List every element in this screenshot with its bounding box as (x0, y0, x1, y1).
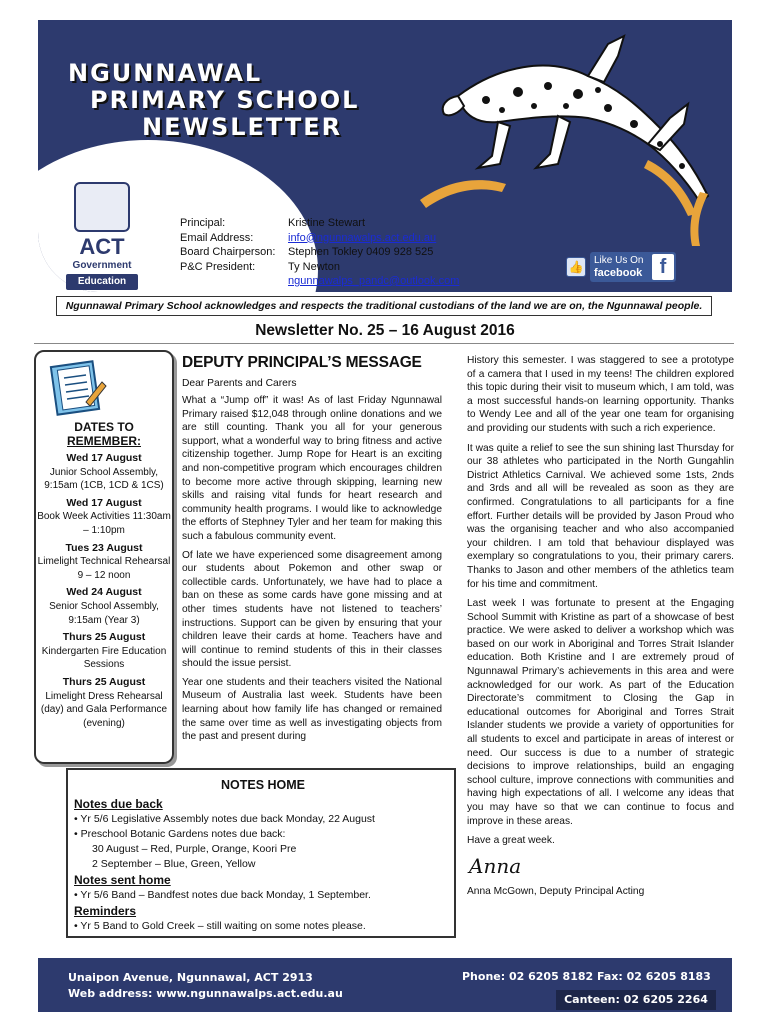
deputy-message-column (182, 354, 442, 749)
list-item: • Yr 5 Band to Gold Creek – still waiting on some notes please. (74, 920, 366, 932)
dates-title (36, 420, 172, 448)
event-date: Thurs 25 August (62, 675, 146, 688)
contact-label: P&C President: (180, 260, 256, 273)
right-column (467, 354, 734, 897)
contact-value: Ty Newton (288, 260, 340, 273)
logo-government-text: Government (72, 260, 132, 271)
salutation: Dear Parents and Carers (182, 378, 297, 389)
signature: Anna (469, 853, 522, 878)
list-item (36, 586, 172, 627)
facebook-box (590, 252, 676, 282)
notebook-icon (40, 358, 110, 416)
notes-heading: NOTES HOME (220, 778, 306, 792)
event-desc: Kindergarten Fire Education Sessions (41, 645, 167, 671)
logo-education-text: Education (66, 274, 138, 290)
event-desc: Book Week Activities 11:30am – 1:10pm (37, 511, 171, 536)
dates-title-line-1: DATES TO (74, 420, 134, 434)
boomerang-3 (678, 190, 718, 250)
reminders-title: Reminders (74, 904, 137, 918)
list-item: • Preschool Botanic Gardens notes due back: (74, 828, 286, 840)
event-desc: Junior School Assembly, 9:15am (1CB, 1CD & 1CS) (44, 466, 164, 492)
logo-act-text: ACT (79, 234, 125, 259)
footer-web: Web address: www.ngunnawalps.act.edu.au (68, 987, 343, 1000)
contact-row (180, 216, 459, 231)
contact-label: Principal: (180, 217, 226, 229)
boomerang-1 (418, 170, 508, 210)
event-date: Wed 17 August (66, 452, 142, 464)
facebook-like-text: Like Us On (594, 255, 644, 266)
act-government-logo (60, 182, 144, 310)
acknowledgement-of-country: Ngunnawal Primary School acknowledges and respects the traditional custodians of the land we are on, the Ngunnawal people. (56, 296, 712, 316)
notes-sent-home-title: Notes sent home (74, 873, 171, 887)
paragraph: Have a great week. (467, 835, 555, 847)
notes-due-back-title: Notes due back (74, 797, 163, 811)
title-line-1: NGUNNAWAL (68, 59, 263, 87)
contact-value: Kristine Stewart (288, 217, 366, 229)
contact-details (180, 216, 459, 289)
contact-row (180, 245, 459, 260)
coat-of-arms-icon (74, 182, 130, 232)
footer-address: Unaipon Avenue, Ngunnawal, ACT 2913 (68, 971, 313, 984)
signoff: Anna McGown, Deputy Principal Acting (467, 885, 645, 897)
list-item: 2 September – Blue, Green, Yellow (92, 858, 256, 870)
paragraph: Of late we have experienced some disagreement among our students about Pokemon and other swap or collectible cards. Unfortunately, we have had to place a ban on these as some cards have gone missing and at other times students have not listened to teachers’ instructions. Support can be given by ensuring that your children leave their cards at home. Teachers have and will continue to remind students of this in their classes should the issue persist. (182, 549, 442, 670)
event-date: Wed 24 August (66, 586, 142, 599)
paragraph: History this semester. I was staggered to see a prototype of a camera that I used in my teens! The children explored this topic during their visit to museum which, I am told, was a most successful hands-on learning opportunity. Thanks to Wendy Lee and all of the year one team for organising and providing our students with such a rich experience. (467, 355, 734, 434)
title-line-3: NEWSLETTER (142, 113, 343, 141)
events-list (36, 452, 172, 734)
paragraph: It was quite a relief to see the sun shining last Thursday for our 38 athletes who participated in the North Gungahlin District Athletics Carnival. We achieved some 1sts, 2nds and 3rds and all will be revealed as soon as they are confirmed. Congratulations to all participants for a fine effort. Further details will be provided by Jason Proud who was the organising teacher and who also accompanied your children. I am told that behaviour displayed was exemplary so congratulations to you, their primary carers. Thanks to Jason and other members of the athletics team for his time and commitment. (467, 442, 734, 590)
facebook-brand-text: facebook (594, 267, 643, 279)
email-link[interactable]: info@ngunnawalps.act.edu.au (288, 231, 437, 244)
list-item (36, 497, 172, 538)
list-item: • Yr 5/6 Band – Bandfest notes due back Monday, 1 September. (74, 889, 371, 901)
facebook-like-badge[interactable] (566, 252, 676, 282)
event-date: Wed 17 August (66, 496, 142, 509)
paragraph: Last week I was fortunate to present at the Engaging School Summit with Kristine as part of a showcase of best practice. We were asked to deliver a workshop which was based on our work in Aboriginal and Torres Strait Islander education. Both Kristine and I are extremely proud of Ngunnawal Primary’s achievements in this area and were acknowledged for our work. As part of the Education Directorate’s commitment to Closing the Gap in educational outcomes for Aboriginal and Torres Strait Islander students we provide a variety of opportunities for all students to excel and participate in areas of interest or need. Our success is due to a number of strategic decisions to improve relationships, build an engaging school culture, improve connections with communities and having high expectations of all. I welcome any ideas that you may have so that we can continue to focus and improve in these areas. (467, 598, 734, 827)
contact-value: Stephen Tokley 0409 928 525 (288, 246, 434, 258)
paragraph: What a “Jump off” it was! As of last Friday Ngunnawal Primary raised $12,048 through online donations and we are still counting. Thank you all for your generous support, what a wonderful way to bring fitness and active citizenship together. Jump Rope for Heart is an exciting and non-competitive program which encourages children to become more active through skipping, learning new skills and raising vital funds for heart research and community health programs. I would like to acknowledge the efforts of Stephney Tyler and her team for making this such a fabulous community event. (182, 395, 442, 542)
event-date: Thurs 25 August (62, 631, 146, 644)
event-desc: Limelight Technical Rehearsal 9 – 12 noon (37, 556, 171, 581)
contact-label: Email Address: (180, 231, 254, 244)
issue-title: Newsletter No. 25 – 16 August 2016 (255, 322, 515, 339)
notes-body (74, 796, 454, 934)
thumbs-up-icon: 👍 (566, 257, 586, 277)
canteen-phone: Canteen: 02 6205 2264 (556, 990, 716, 1010)
event-desc: Senior School Assembly, 9:15am (Year 3) (49, 600, 159, 626)
list-item (36, 452, 172, 493)
title-line-2: PRIMARY SCHOOL (90, 86, 360, 114)
notes-home-box (66, 768, 456, 938)
footer-address-block (68, 970, 343, 1002)
list-item: • Yr 5/6 Legislative Assembly notes due back Monday, 22 August (74, 813, 375, 825)
contact-row (180, 231, 459, 246)
list-item (36, 676, 172, 730)
event-date: Tues 23 August (65, 541, 143, 554)
list-item: 30 August – Red, Purple, Orange, Koori Pre (92, 843, 297, 855)
contact-label (180, 274, 288, 289)
contact-row (180, 274, 459, 289)
deputy-heading: DEPUTY PRINCIPAL’S MESSAGE (182, 354, 422, 371)
contact-label: Board Chairperson: (180, 246, 276, 258)
contact-row (180, 260, 459, 275)
pandc-email-link[interactable]: ngunnawalps_pandc@outlook.com (288, 275, 460, 287)
facebook-icon: f (652, 254, 674, 280)
list-item (36, 631, 172, 672)
divider (34, 343, 734, 344)
list-item (36, 542, 172, 583)
paragraph: Year one students and their teachers visited the National Museum of Australia last week. Students have been learning about how family life has changed or remained the same over time as well as investigating objects from the past and present during (182, 676, 442, 743)
footer-phone: Phone: 02 6205 8182 Fax: 02 6205 8183 (462, 970, 711, 983)
newsletter-title (68, 60, 359, 141)
event-desc: Limelight Dress Rehearsal (day) and Gala Performance (evening) (40, 690, 168, 729)
dates-title-line-2: REMEMBER: (67, 434, 141, 448)
